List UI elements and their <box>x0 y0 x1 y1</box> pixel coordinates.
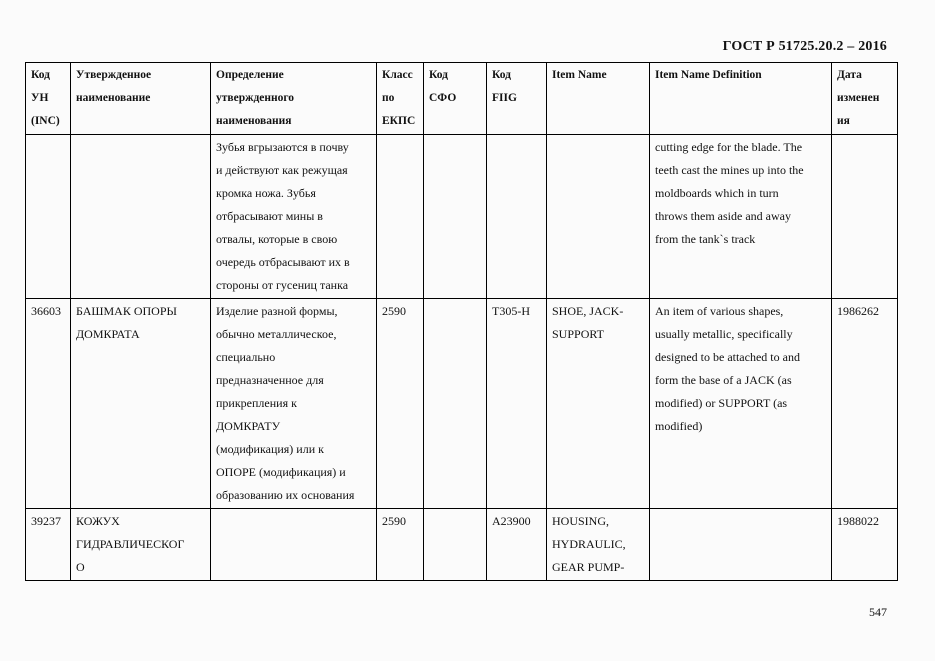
cell-sfo <box>424 299 487 509</box>
cell-definition: Зубья вгрызаются в почву и действуют как режущая кромка ножа. Зубья отбрасывают мины в отвалы, которые в свою очередь отбрасывают их в стороны от гусениц танка <box>211 135 377 299</box>
cell-class: 2590 <box>377 509 424 581</box>
col-class-header: Класс по ЕКПС <box>377 63 424 135</box>
standard-title: ГОСТ Р 51725.20.2 – 2016 <box>722 39 887 54</box>
col-name-header: Утвержденное наименование <box>71 63 211 135</box>
col-date-header: Дата изменен ия <box>832 63 898 135</box>
cell-class <box>377 135 424 299</box>
cell-date <box>832 135 898 299</box>
cell-definition: Изделие разной формы, обычно металлическое, специально предназначенное для прикрепления к ДОМКРАТУ (модификация) или к ОПОРЕ (модификация) и образованию их основания <box>211 299 377 509</box>
table-row <box>26 299 898 509</box>
page-number: 547 <box>869 605 887 619</box>
cell-inc <box>26 135 71 299</box>
col-item-definition-header: Item Name Definition <box>650 63 832 135</box>
cell-fiig: A23900 <box>487 509 547 581</box>
cell-item-name <box>547 135 650 299</box>
col-sfo-header: Код СФО <box>424 63 487 135</box>
cell-item-name: HOUSING, HYDRAULIC, GEAR PUMP- <box>547 509 650 581</box>
cell-inc: 39237 <box>26 509 71 581</box>
cell-fiig <box>487 135 547 299</box>
cell-item-name: SHOE, JACK- SUPPORT <box>547 299 650 509</box>
cell-definition <box>211 509 377 581</box>
cell-inc: 36603 <box>26 299 71 509</box>
cell-date: 1986262 <box>832 299 898 509</box>
col-inc-header: Код УН (INC) <box>26 63 71 135</box>
col-definition-header: Определение утвержденного наименования <box>211 63 377 135</box>
cell-fiig: T305-H <box>487 299 547 509</box>
cell-item-definition: cutting edge for the blade. The teeth cast the mines up into the moldboards which in turn throws them aside and away from the tank`s track <box>650 135 832 299</box>
cell-item-definition <box>650 509 832 581</box>
cell-item-definition: An item of various shapes, usually metallic, specifically designed to be attached to and form the base of a JACK (as modified) or SUPPORT (as modified) <box>650 299 832 509</box>
cell-date: 1988022 <box>832 509 898 581</box>
catalog-table <box>25 62 898 581</box>
cell-sfo <box>424 135 487 299</box>
cell-sfo <box>424 509 487 581</box>
cell-name <box>71 135 211 299</box>
table-header-row <box>26 63 898 135</box>
cell-class: 2590 <box>377 299 424 509</box>
col-item-name-header: Item Name <box>547 63 650 135</box>
col-fiig-header: Код FIIG <box>487 63 547 135</box>
cell-name: КОЖУХ ГИДРАВЛИЧЕСКОГ О <box>71 509 211 581</box>
table-row <box>26 509 898 581</box>
table-row <box>26 135 898 299</box>
cell-name: БАШМАК ОПОРЫ ДОМКРАТА <box>71 299 211 509</box>
